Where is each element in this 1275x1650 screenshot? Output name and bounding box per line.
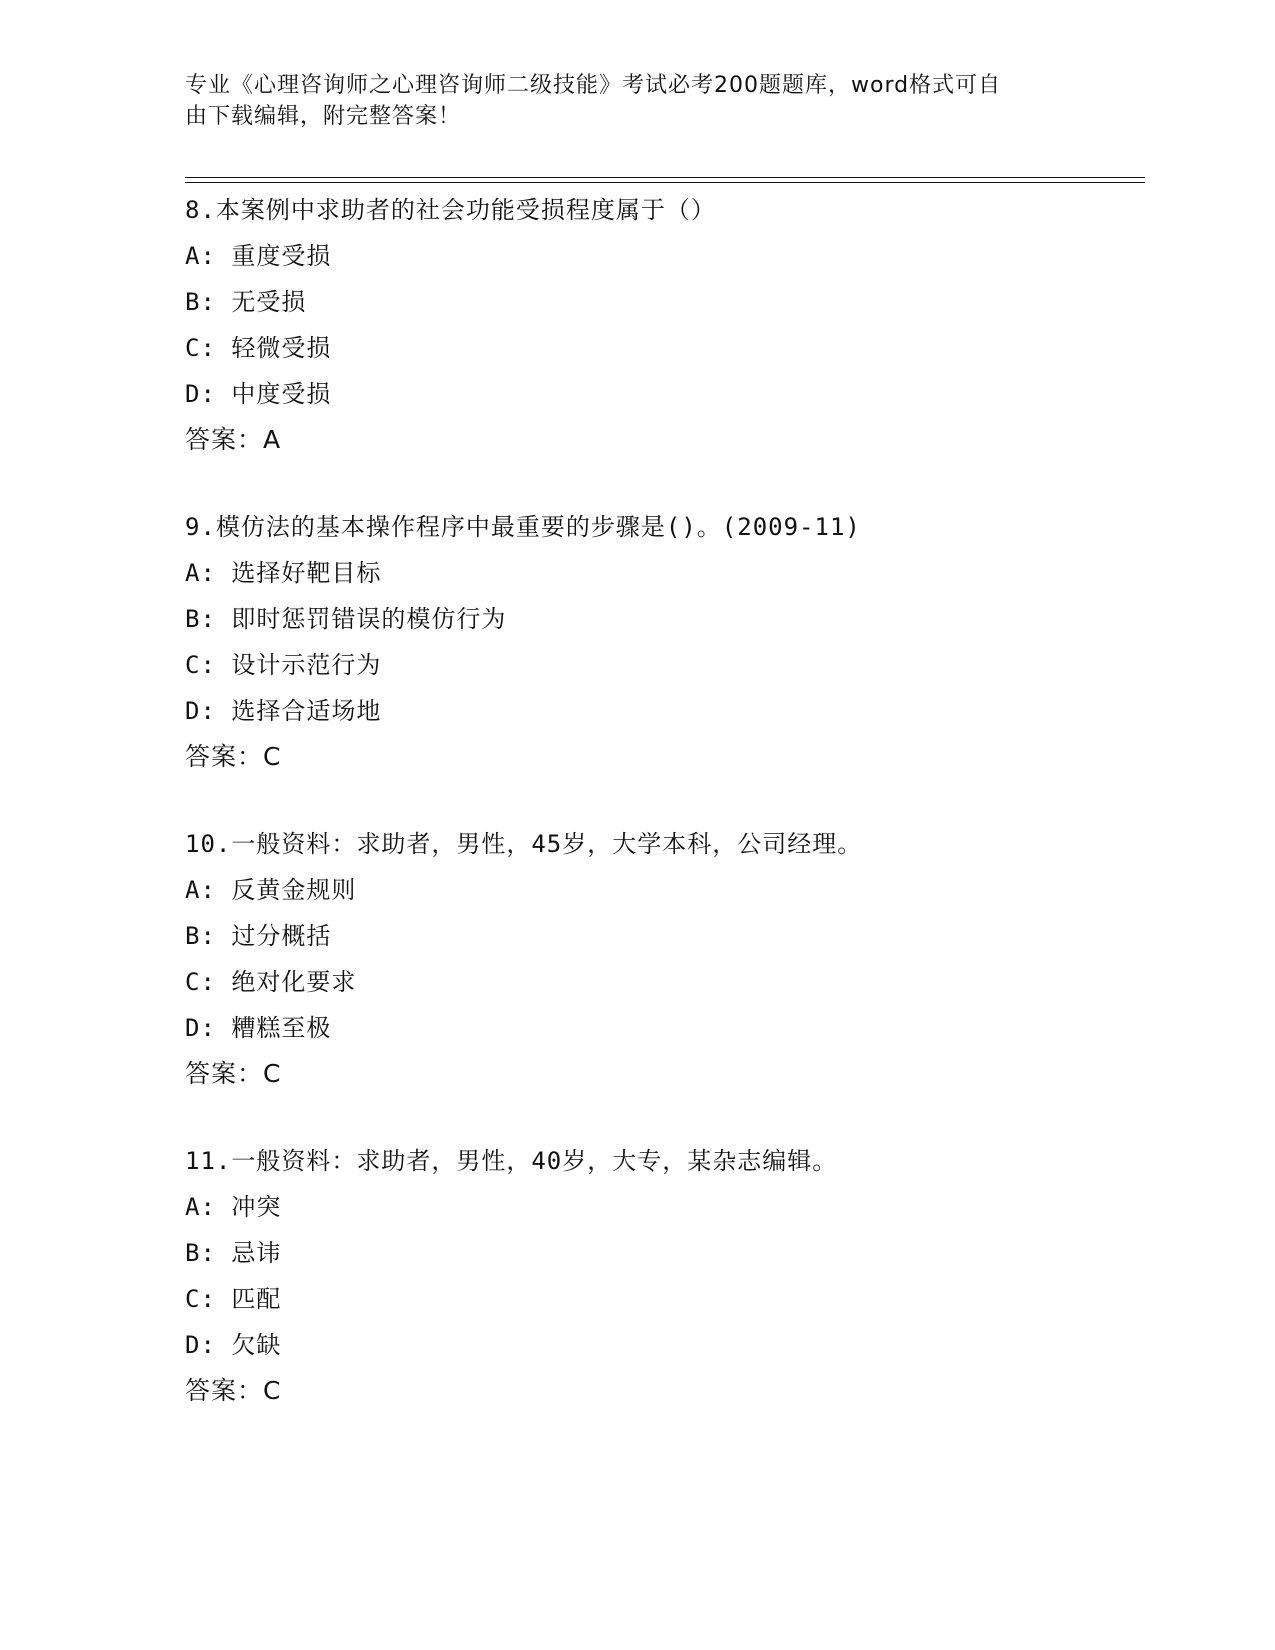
question-stem: 8.本案例中求助者的社会功能受损程度属于（） [185, 196, 716, 224]
option-d: D: 中度受损 [185, 380, 332, 408]
option-a: A: 冲突 [185, 1193, 282, 1221]
header-line-2: 由下载编辑，附完整答案！ [185, 104, 462, 129]
question-stem: 10.一般资料：求助者，男性，45岁，大学本科，公司经理。 [185, 830, 863, 858]
option-c: C: 绝对化要求 [185, 968, 357, 996]
answer-line: 答案：A [185, 425, 282, 454]
option-d: D: 选择合适场地 [185, 697, 382, 725]
option-a: A: 选择好靶目标 [185, 559, 382, 587]
question-8 [185, 187, 1145, 463]
option-b: B: 忌讳 [185, 1239, 282, 1267]
answer-line: 答案：C [185, 1059, 282, 1088]
option-d: D: 糟糕至极 [185, 1014, 332, 1042]
question-10 [185, 821, 1145, 1097]
question-list [185, 187, 1145, 1455]
question-stem: 9.模仿法的基本操作程序中最重要的步骤是()。(2009-11) [185, 513, 861, 541]
question-11 [185, 1138, 1145, 1414]
option-a: A: 重度受损 [185, 242, 332, 270]
option-b: B: 即时惩罚错误的模仿行为 [185, 605, 507, 633]
header-line-1: 专业《心理咨询师之心理咨询师二级技能》考试必考200题题库，word格式可自 [185, 73, 1002, 98]
option-d: D: 欠缺 [185, 1331, 282, 1359]
option-c: C: 轻微受损 [185, 334, 332, 362]
option-a: A: 反黄金规则 [185, 876, 357, 904]
document-header [185, 70, 1065, 132]
header-divider [185, 177, 1145, 183]
option-b: B: 过分概括 [185, 922, 332, 950]
option-b: B: 无受损 [185, 288, 307, 316]
answer-line: 答案：C [185, 742, 282, 771]
option-c: C: 设计示范行为 [185, 651, 382, 679]
option-c: C: 匹配 [185, 1285, 282, 1313]
question-stem: 11.一般资料：求助者，男性，40岁，大专，某杂志编辑。 [185, 1147, 838, 1175]
question-9 [185, 504, 1145, 780]
answer-line: 答案：C [185, 1376, 282, 1405]
